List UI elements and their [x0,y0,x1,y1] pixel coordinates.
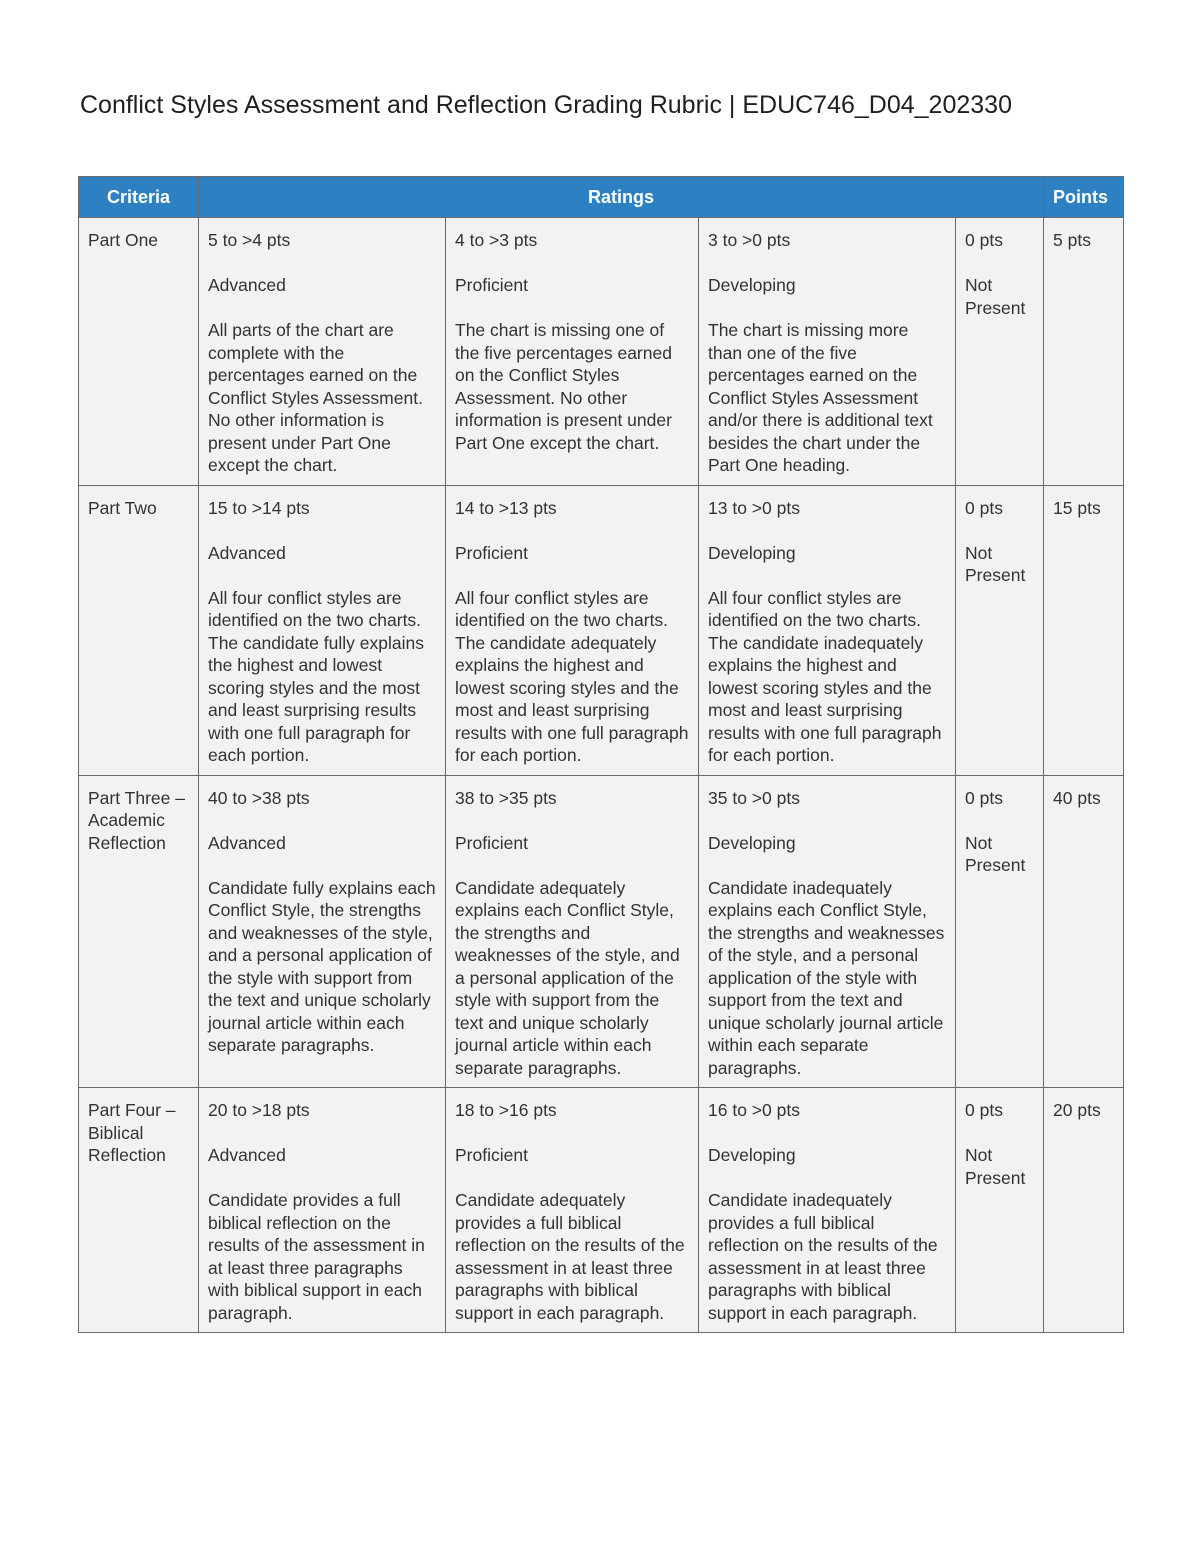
rating-description: The chart is missing more than one of the five percentages earned on the Conflict Styles Assessment and/or there is additional text besides the chart under the Part One heading. [708,320,933,475]
rating-level: Proficient [455,832,528,853]
rating-points-range: 4 to >3 pts [455,230,538,250]
rating-cell [446,218,699,486]
rating-points-range: 20 to >18 pts [208,1100,310,1120]
rating-cell [699,218,956,486]
rating-cell [446,1088,699,1333]
rating-points-range: 5 to >4 pts [208,230,291,250]
criteria-label: Part Three – Academic Reflection [88,787,185,853]
rating-cell [699,775,956,1088]
rating-cell [446,775,699,1088]
criteria-label: Part Four – Biblical Reflection [88,1100,176,1165]
rating-description: The chart is missing one of the five percentages earned on the Conflict Styles Assessment. No other information is present under Part One except the chart. [455,320,672,453]
rating-level: Proficient [455,542,528,563]
criteria-cell [79,1088,199,1333]
rating-description: Candidate provides a full biblical reflection on the results of the assessment in at least three paragraphs with biblical support in each paragraph. [208,1190,425,1323]
rating-points-range: 3 to >0 pts [708,230,791,250]
rating-level: Developing [708,1145,796,1165]
table-row [79,775,1124,1088]
rating-description: Candidate inadequately provides a full biblical reflection on the results of the assessment in at least three paragraphs with biblical support in each paragraph. [708,1190,938,1323]
table-row [79,218,1124,486]
criteria-header: Criteria [79,177,199,218]
table-row [79,485,1124,775]
rating-points-range: 35 to >0 pts [708,787,800,808]
points-cell [1044,485,1124,775]
rating-level: Not Present [965,1145,1026,1188]
rating-cell [956,1088,1044,1333]
rating-level: Proficient [455,1145,528,1165]
rating-level: Developing [708,832,796,853]
rating-description: All four conflict styles are identified on the two charts. The candidate adequately explains the highest and lowest scoring styles and the most and least surprising results with one full paragraph for each portion. [455,587,689,765]
rating-points-range: 0 pts [965,497,1003,518]
points-cell [1044,775,1124,1088]
points-value: 40 pts [1053,787,1101,808]
rating-points-range: 13 to >0 pts [708,497,800,518]
rating-level: Advanced [208,1145,286,1165]
rating-points-range: 38 to >35 pts [455,787,557,808]
rating-points-range: 40 to >38 pts [208,787,310,808]
rating-points-range: 15 to >14 pts [208,497,310,518]
table-header-row [79,177,1124,218]
points-value: 5 pts [1053,230,1091,250]
rating-level: Advanced [208,832,286,853]
rating-cell [699,1088,956,1333]
rating-cell [199,218,446,486]
rating-description: Candidate adequately provides a full biblical reflection on the results of the assessment in at least three paragraphs with biblical support in each paragraph. [455,1190,685,1323]
points-value: 20 pts [1053,1100,1101,1120]
criteria-cell [79,218,199,486]
rating-level: Not Present [965,275,1026,318]
rating-level: Not Present [965,832,1026,875]
rating-points-range: 14 to >13 pts [455,497,557,518]
rating-level: Developing [708,542,796,563]
rating-level: Not Present [965,542,1026,585]
rating-description: All four conflict styles are identified on the two charts. The candidate fully explains the highest and lowest scoring styles and the most and least surprising results with one full paragraph for each portion. [208,587,424,765]
criteria-cell [79,485,199,775]
rating-level: Advanced [208,275,286,295]
rating-cell [699,485,956,775]
rating-cell [199,485,446,775]
rating-description: Candidate inadequately explains each Conflict Style, the strengths and weaknesses of the style, and a personal application of the style with support from the text and unique scholarly journal article within each separate paragraphs. [708,877,945,1078]
criteria-label: Part One [88,230,159,250]
rating-level: Advanced [208,542,286,563]
document-title: Conflict Styles Assessment and Reflection Grading Rubric | EDUC746_D04_202330 [80,91,1012,119]
rating-cell [199,1088,446,1333]
rating-points-range: 18 to >16 pts [455,1100,557,1120]
criteria-cell [79,775,199,1088]
rating-description: Candidate fully explains each Conflict Style, the strengths and weaknesses of the style, and a personal application of the style with support from the text and unique scholarly journal article within each separate paragraphs. [208,877,436,1055]
rating-points-range: 0 pts [965,230,1003,250]
rating-level: Developing [708,275,796,295]
points-cell [1044,218,1124,486]
points-value: 15 pts [1053,497,1101,518]
rubric-table [78,176,1124,1333]
rating-cell [956,775,1044,1088]
table-row [79,1088,1124,1333]
rating-points-range: 0 pts [965,787,1003,808]
rating-description: Candidate adequately explains each Conflict Style, the strengths and weaknesses of the style, and a personal application of the style with support from the text and unique scholarly journal article within each separate paragraphs. [455,877,680,1078]
points-header: Points [1044,177,1124,218]
rating-cell [199,775,446,1088]
rating-cell [956,485,1044,775]
rating-level: Proficient [455,275,528,295]
rating-cell [956,218,1044,486]
rating-points-range: 0 pts [965,1100,1003,1120]
rating-description: All parts of the chart are complete with the percentages earned on the Conflict Styles Assessment. No other information is present under Part One except the chart. [208,320,423,475]
criteria-label: Part Two [88,497,157,518]
rating-points-range: 16 to >0 pts [708,1100,800,1120]
rating-cell [446,485,699,775]
rating-description: All four conflict styles are identified on the two charts. The candidate inadequately explains the highest and lowest scoring styles and the most and least surprising results with one full paragraph for each portion. [708,587,942,765]
ratings-header: Ratings [199,177,1044,218]
points-cell [1044,1088,1124,1333]
